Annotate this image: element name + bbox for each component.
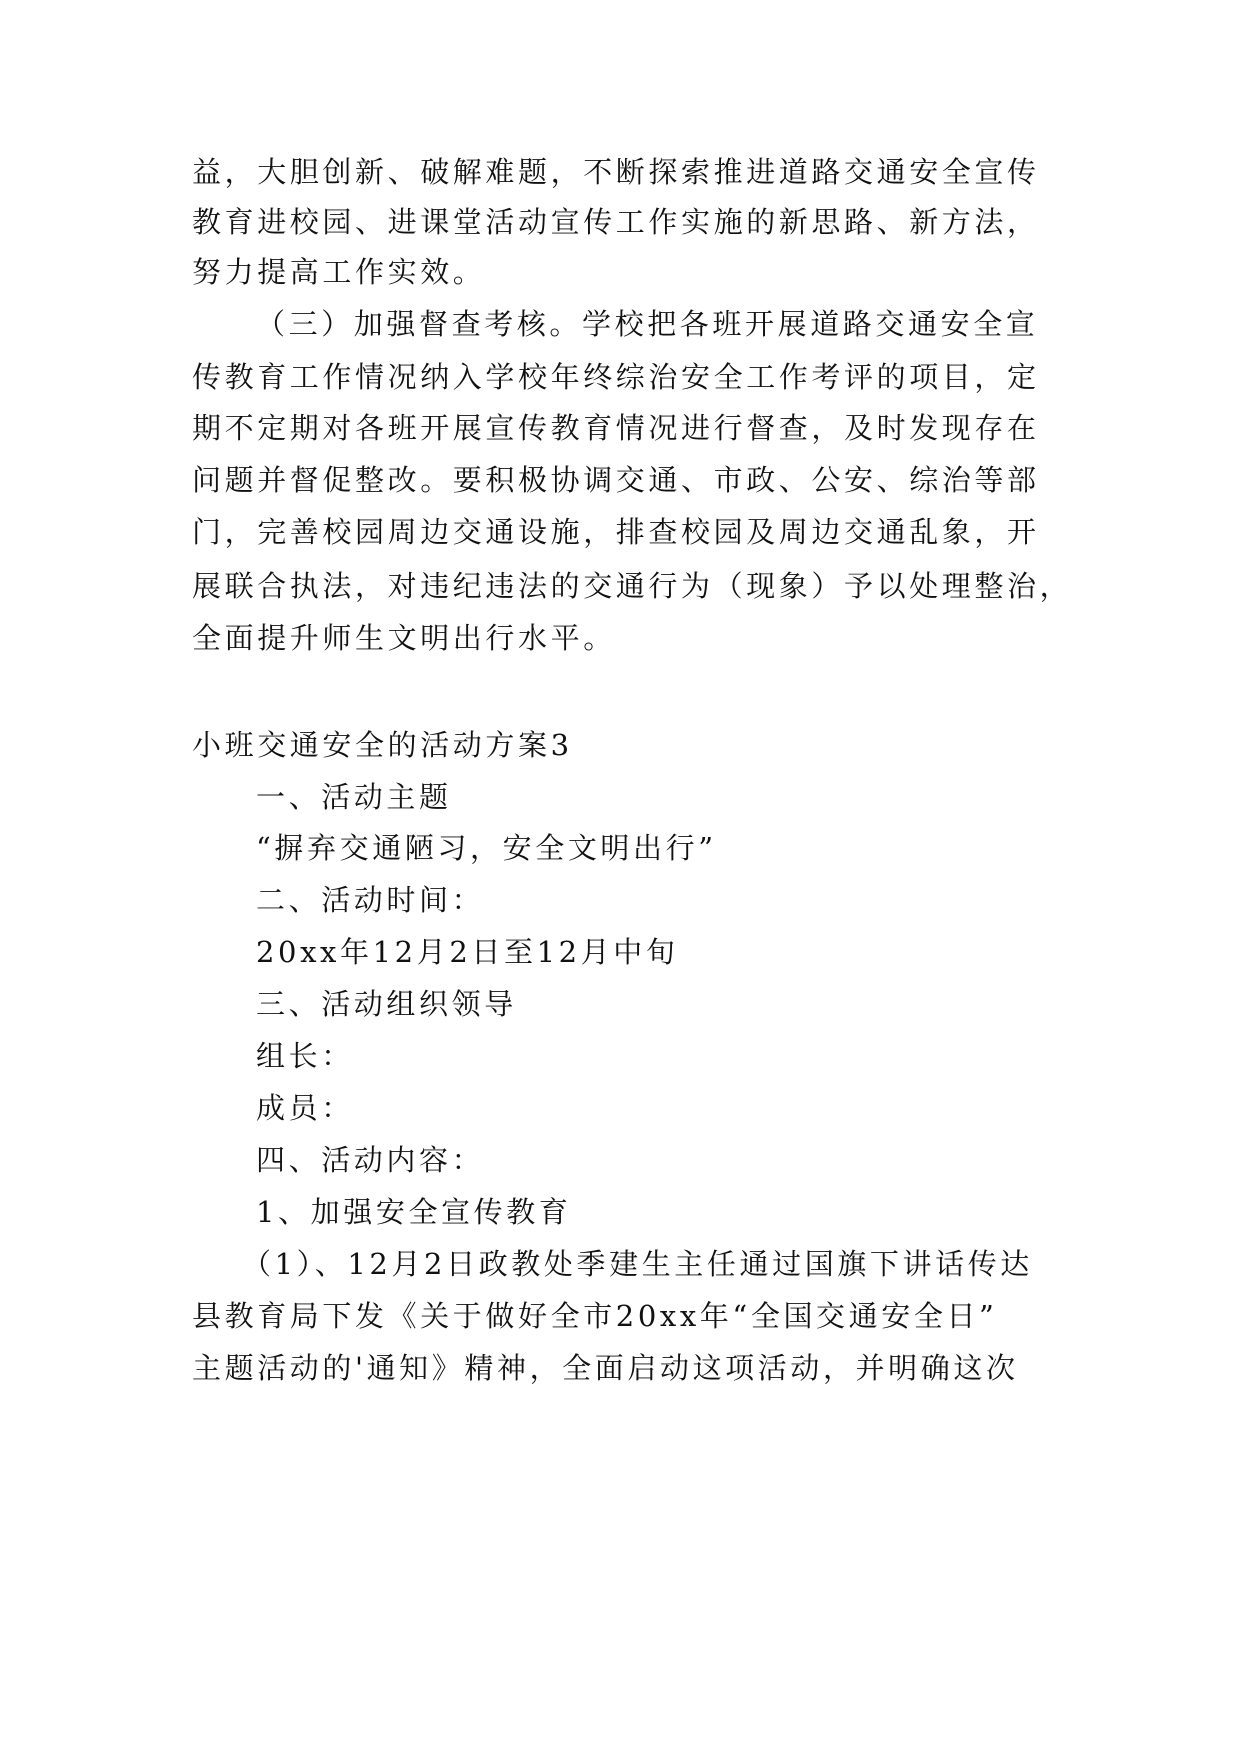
body-line: 门，完善校园周边交通设施，排查校园及周边交通乱象，开 [192, 515, 1040, 549]
body-line: 展联合执法，对违纪违法的交通行为（现象）予以处理整治， [192, 569, 1073, 603]
body-line: 主题活动的'通知》精神，全面启动这项活动，并明确这次 [192, 1351, 1019, 1385]
body-line: （1）、12月2日政教处季建生主任通过国旗下讲话传达 [242, 1247, 1033, 1281]
section-title: 小班交通安全的活动方案3 [192, 728, 573, 762]
body-line: 努力提高工作实效。 [192, 255, 486, 289]
body-line: 期不定期对各班开展宣传教育情况进行督查，及时发现存在 [192, 411, 1040, 445]
body-line: 县教育局下发《关于做好全市20xx年“全国交通安全日” [192, 1299, 998, 1333]
leader-label: 组长： [256, 1039, 354, 1073]
list-item: 三、活动组织领导 [256, 987, 517, 1021]
list-item: 二、活动时间： [256, 883, 485, 917]
body-line: 教育进校园、进课堂活动宣传工作实施的新思路、新方法， [192, 205, 1040, 239]
section-heading-line: （三）加强督查考核。学校把各班开展道路交通安全宣 [256, 307, 1039, 341]
list-item: 四、活动内容： [256, 1143, 485, 1177]
body-line: 全面提升师生文明出行水平。 [192, 621, 616, 655]
list-item: 1、加强安全宣传教育 [256, 1195, 572, 1229]
list-item: 一、活动主题 [256, 780, 452, 814]
activity-date: 20xx年12月2日至12月中旬 [256, 935, 679, 969]
body-line: 传教育工作情况纳入学校年终综治安全工作考评的项目，定 [192, 360, 1040, 394]
theme-quote: “摒弃交通陋习，安全文明出行” [256, 831, 717, 865]
body-line: 问题并督促整改。要积极协调交通、市政、公安、综治等部 [192, 463, 1040, 497]
members-label: 成员： [256, 1091, 354, 1125]
body-line: 益，大胆创新、破解难题，不断探索推进道路交通安全宣传 [192, 155, 1040, 189]
